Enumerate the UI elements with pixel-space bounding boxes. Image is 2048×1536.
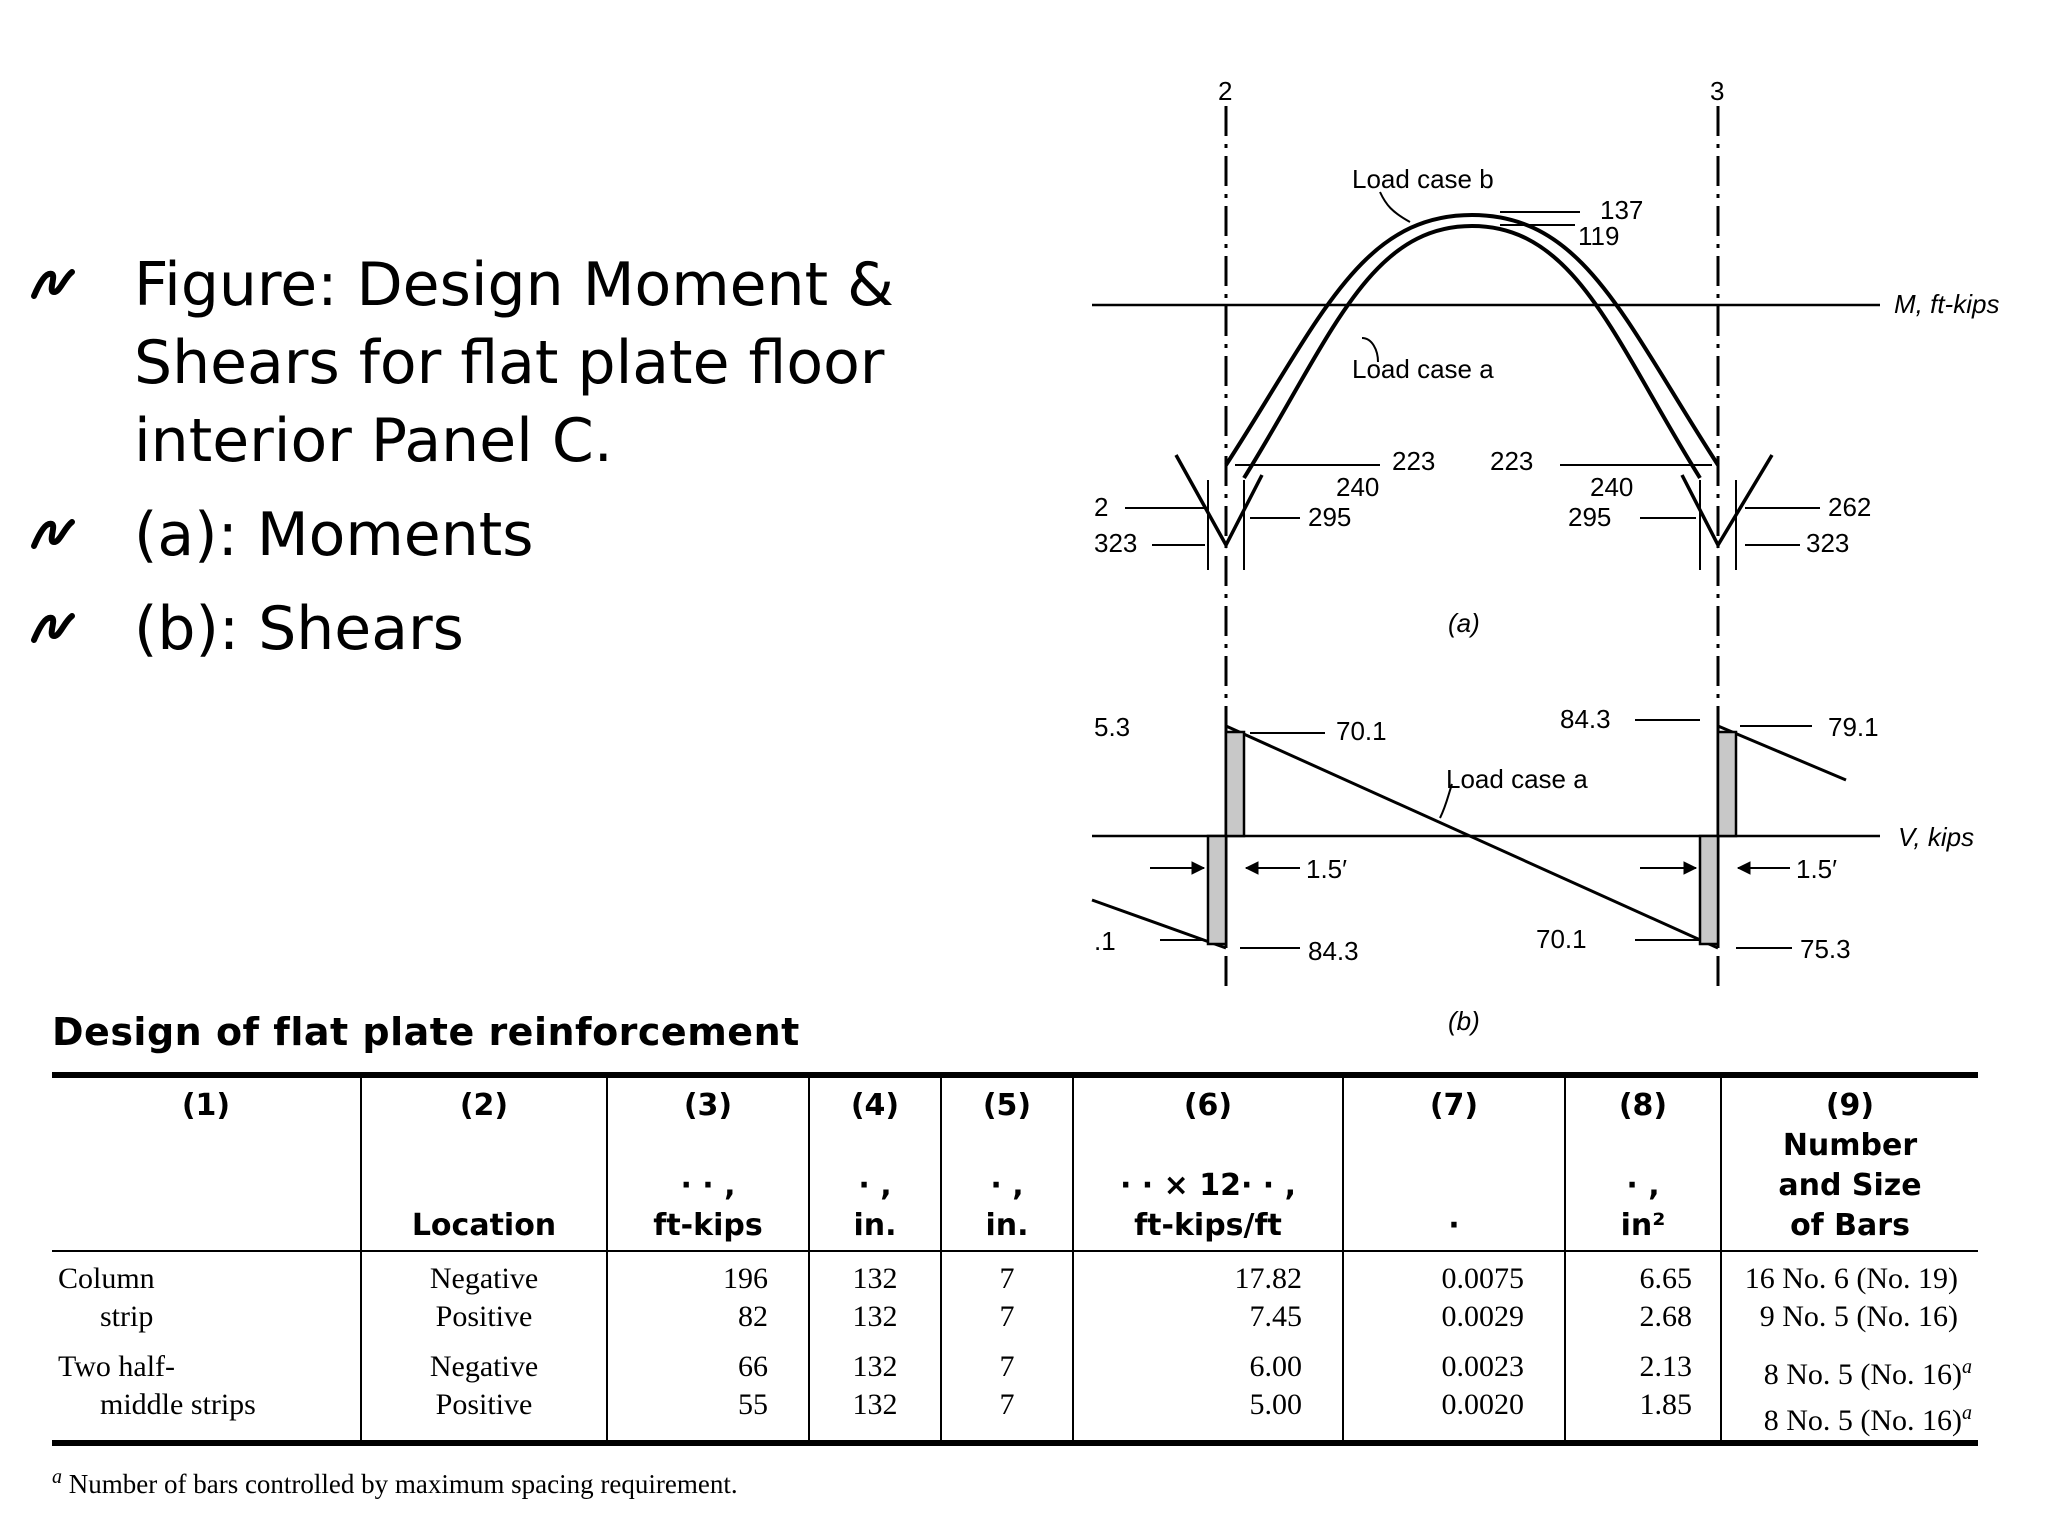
header-col-8: (8) · , in²	[1565, 1075, 1721, 1251]
shear-critical-right-top	[1718, 732, 1736, 836]
grid-label-3: 3	[1710, 76, 1725, 106]
header-col-2: (2) Location	[361, 1075, 607, 1251]
moment-value-119: 119	[1578, 221, 1620, 251]
shear-value-79-1: 79.1	[1828, 712, 1879, 742]
cell-width: 132 132	[809, 1348, 941, 1443]
header-col-3: (3) · · , ft-kips	[607, 1075, 809, 1251]
moment-value-295-right: 295	[1568, 502, 1612, 532]
header-col-4: (4) · , in.	[809, 1075, 941, 1251]
reinforcement-table	[52, 1072, 1978, 1446]
bullet-text: (b): Shears	[134, 594, 464, 664]
moment-value-323-right: 323	[1806, 528, 1850, 558]
cell-location: Negative Positive	[361, 1348, 607, 1443]
shear-value-5-3: 5.3	[1094, 712, 1131, 742]
shear-dim-left: 1.5′	[1306, 854, 1348, 884]
cell-area: 2.13 1.85	[1565, 1348, 1721, 1443]
shear-value-75-3: 75.3	[1800, 934, 1851, 964]
caption-a: (a)	[1448, 608, 1480, 638]
load-case-b-label: Load case b	[1352, 164, 1494, 194]
cell-bars: 8 No. 5 (No. 16)$^a$ 8 No. 5 (No. 16)$^a$	[1763, 1356, 1972, 1437]
moment-value-137: 137	[1600, 195, 1644, 225]
cell-moment: 66 55	[607, 1348, 809, 1443]
cell-area: 6.65 2.68	[1565, 1251, 1721, 1348]
table-row-column-strip	[52, 1251, 1978, 1348]
moment-value-295-left: 295	[1308, 502, 1352, 532]
footnote-mark: a	[52, 1466, 62, 1488]
table-title: Design of flat plate reinforcement	[52, 1010, 800, 1054]
footnote-text: Number of bars controlled by maximum spacing requirement.	[68, 1469, 738, 1499]
shear-value-1-left: .1	[1094, 926, 1116, 956]
shear-value-70-1-right: 70.1	[1536, 924, 1587, 954]
shear-axis-label: V, kips	[1898, 822, 1975, 852]
moment-value-240-right: 240	[1590, 472, 1634, 502]
cell-unit-moment: 6.00 5.00	[1073, 1348, 1343, 1443]
moment-curve-case-a	[1244, 226, 1700, 478]
header-col-7: (7) ·	[1343, 1075, 1565, 1251]
shear-load-case-label: Load case a	[1446, 764, 1588, 794]
moment-value-262: 262	[1828, 492, 1872, 522]
moment-curve-case-b	[1226, 215, 1718, 465]
shear-critical-left-bottom	[1208, 836, 1226, 944]
bullet-text: (a): Moments	[134, 500, 534, 570]
table-footnote	[52, 1466, 738, 1500]
cell-moment: 196 82	[607, 1251, 809, 1348]
shear-critical-left-top	[1226, 732, 1244, 836]
cell-unit-moment: 17.82 7.45	[1073, 1251, 1343, 1348]
header-col-1: (1)	[52, 1075, 361, 1251]
table-row-middle-strips	[52, 1348, 1978, 1443]
shear-dim-right: 1.5′	[1796, 854, 1838, 884]
shear-value-84-3-left: 84.3	[1308, 936, 1359, 966]
moment-value-223-right: 223	[1490, 446, 1534, 476]
header-col-5: (5) · , in.	[941, 1075, 1073, 1251]
table-header-row	[52, 1075, 1978, 1251]
moment-value-far-left-bottom: 323	[1094, 528, 1138, 558]
load-case-a-label: Load case a	[1352, 354, 1494, 384]
cell-strip-name: Column strip	[52, 1251, 361, 1348]
header-col-6: (6) · · × 12· · , ft-kips/ft	[1073, 1075, 1343, 1251]
header-col-9: (9) Number and Size of Bars	[1721, 1075, 1978, 1251]
cell-thickness: 7 7	[941, 1251, 1073, 1348]
cell-bars: 16 No. 6 (No. 19) 9 No. 5 (No. 16)	[1744, 1262, 1958, 1333]
shear-value-84-3-right: 84.3	[1560, 704, 1611, 734]
cell-thickness: 7 7	[941, 1348, 1073, 1443]
moment-axis-label: M, ft-kips	[1894, 289, 2000, 319]
cell-ratio: 0.0023 0.0020	[1343, 1348, 1565, 1443]
grid-label-2: 2	[1218, 76, 1233, 106]
cell-location: Negative Positive	[361, 1251, 607, 1348]
cell-width: 132 132	[809, 1251, 941, 1348]
moment-value-240-left: 240	[1336, 472, 1380, 502]
caption-b: (b)	[1448, 1006, 1480, 1036]
cell-ratio: 0.0075 0.0029	[1343, 1251, 1565, 1348]
shear-critical-right-bottom	[1700, 836, 1718, 944]
bullet-text: Figure: Design Moment & Shears for flat plate floor interior Panel C.	[134, 250, 894, 476]
moment-value-far-left-top: 2	[1094, 492, 1109, 522]
cell-strip-name: Two half- middle strips	[52, 1348, 361, 1443]
moment-value-223-left: 223	[1392, 446, 1436, 476]
shear-value-70-1-left: 70.1	[1336, 716, 1387, 746]
